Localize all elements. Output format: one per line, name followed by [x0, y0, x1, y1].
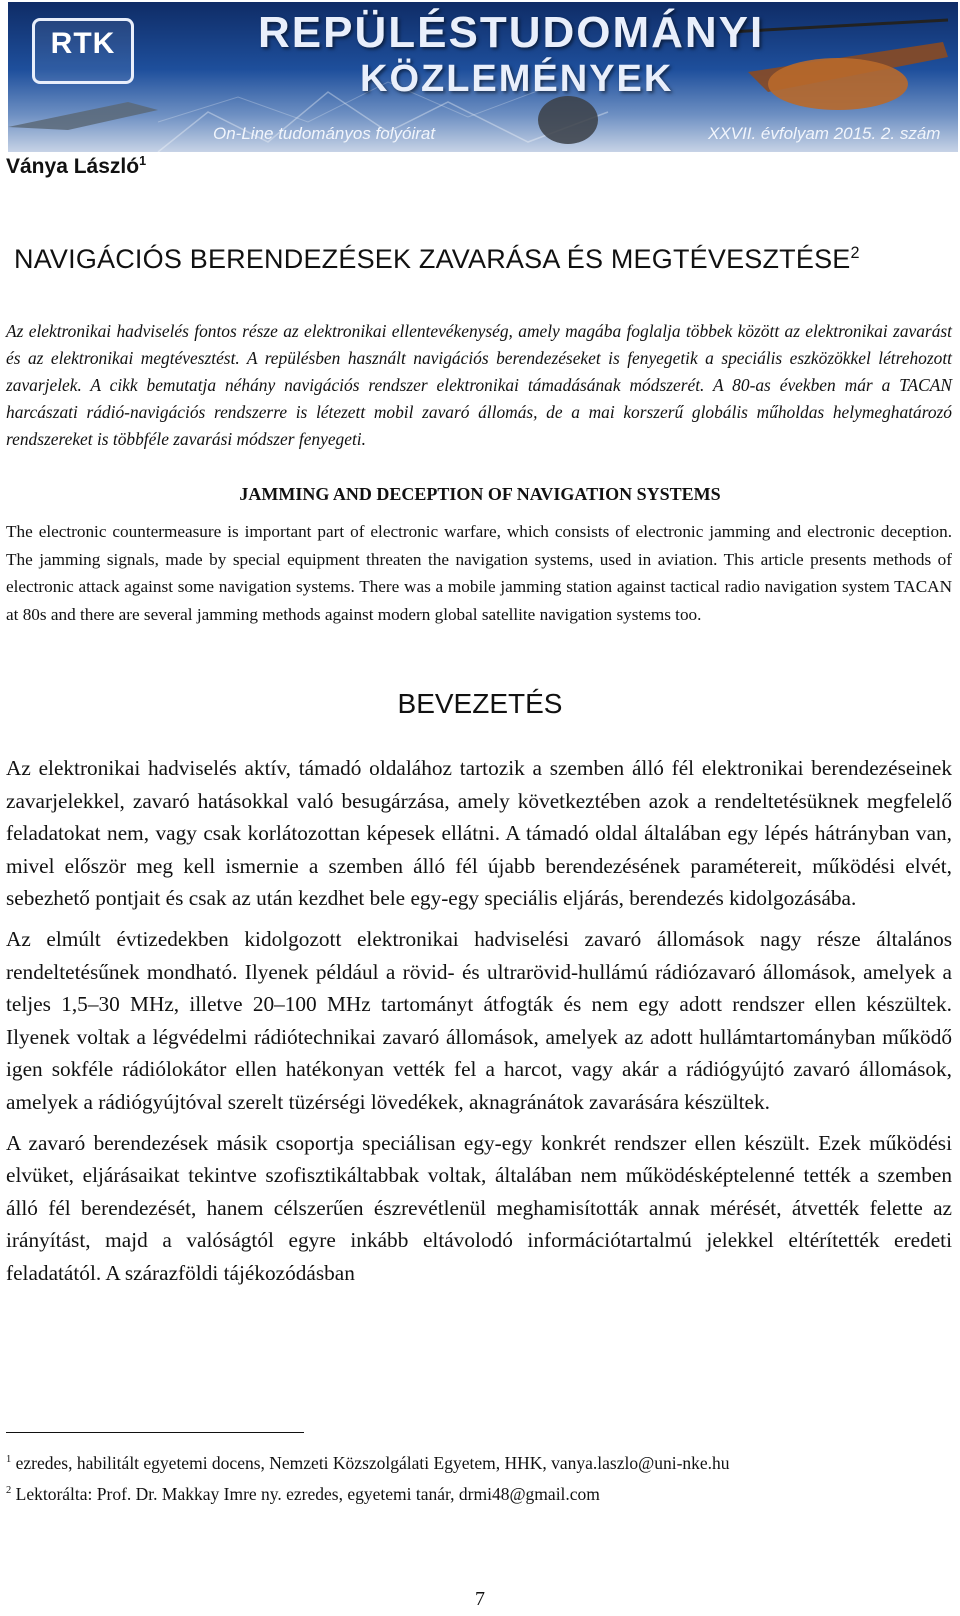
author-line — [6, 154, 146, 179]
journal-title: REPÜLÉSTUDOMÁNYI — [258, 8, 765, 57]
footnote-text: ezredes, habilitált egyetemi docens, Nemzeti Közszolgálati Egyetem, HHK, vanya.laszlo@uni-nke.hu — [11, 1452, 730, 1473]
abstract-english-title: JAMMING AND DECEPTION OF NAVIGATION SYSTEMS — [239, 484, 721, 504]
logo-text: RTK — [50, 27, 116, 60]
body-paragraph: A zavaró berendezések másik csoportja speciálisan egy-egy konkrét rendszer ellen készült. Ezek működési elvüket, eljárásaikat tekintve szofisztikáltabbak voltak, általában nem működésképtelenné tették a szemben álló fél berendezését, hanem célszerűen észrevétlenül meghamisították annak mérését, átvették felette az irányítást, majd a valóságtól egyre inkább eltávolodó információtartalmú jelekkel eltérítették eredeti feladatától. A szárazföldi tájékozódásban — [6, 1130, 952, 1285]
footnote-text: Lektorálta: Prof. Dr. Makkay Imre ny. ezredes, egyetemi tanár, drmi48@gmail.com — [11, 1484, 600, 1505]
footnote-separator — [6, 1432, 304, 1433]
page-number: 7 — [475, 1588, 485, 1610]
journal-subtitle: KÖZLEMÉNYEK — [360, 58, 674, 100]
footnotes — [6, 1446, 952, 1509]
title-footnote-mark: 2 — [850, 244, 860, 262]
engine-icon — [538, 96, 598, 144]
abstract-hungarian: Az elektronikai hadviselés fontos része az elektronikai ellentevékenység, amely magába foglalja többek között az elektronikai zavarást és az elektronikai megtévesztést. A repülésben használt navigációs berendezéseket is fenyegetik a speciális eszközökkel létrehozott zavarjelek. A cikk bemutatja néhány navigációs rendszer elektronikai támadásának módszerét. A 80-as években már a TACAN harcászati rádió-navigációs rendszerre is létezett mobil zavaró állomás, de a mai korszerű globális műholdas helymeghatározó rendszereket is többféle zavarási módszer fenyegeti. — [6, 321, 952, 449]
footnote-1 — [6, 1446, 952, 1477]
journal-online-label: On-Line tudományos folyóirat — [213, 124, 436, 143]
body-paragraph: Az elektronikai hadviselés aktív, támadó oldalához tartozik a szemben álló fél elektronikai berendezéseinek zavarjelekkel, zavaró hatásokkal való besugárzása, amely következtében azok a rendeltetésüknek megfelelő feladatokat nem, vagy csak korlátozottan képesek ellátni. A támadó oldal általában egy lépés hátrányban van, mivel először meg kell ismernie a szemben álló fél újabb berendezésének paramétereit, működési elvét, sebezhető pontjait és csak az után kezdhet bele egy-egy speciális eljárás, berendezés kidolgozásába. — [6, 756, 952, 911]
body-paragraph: Az elmúlt évtizedekben kidolgozott elektronikai hadviselési zavaró állomások nagy része általános rendeltetésűnek mondható. Ilyenek például a rövid- és ultrarövid-hullámú rádiózavaró állomások, amelyek a teljes 1,5–30 MHz, illetve 20–100 MHz tartományt átfogták és nem egy adott rendszer ellen készültek. Ilyenek voltak a légvédelmi rádiótechnikai zavaró állomások, amelyek az adott hullámtartományban működő igen sokféle rádiólokátor ellen hatékonyan vették fel a harcot, vagy akár a rádiógyújtó zavaró állomások, amelyek a rádiógyújtóval szerelt tüzérségi lövedékek, aknagránátok zavarására készültek. — [6, 926, 952, 1114]
footnote-mark: 1 — [6, 1454, 12, 1465]
jet-icon — [8, 102, 158, 130]
footnote-2 — [6, 1477, 952, 1508]
footnote-mark: 2 — [6, 1485, 12, 1497]
author-name: Ványa László — [6, 155, 140, 178]
abstract-english: The electronic countermeasure is important part of electronic warfare, which consists of electronic jamming and electronic deception. The jamming signals, made by special equipment threaten the navigation systems, used in aviation. This article presents methods of electronic attack against some navigation systems. There was a mobile jamming station against tactical radio navigation system TACAN at 80s and there are several jamming methods against modern global satellite navigation systems too. — [6, 522, 952, 624]
paper-title-text: NAVIGÁCIÓS BERENDEZÉSEK ZAVARÁSA ÉS MEGTÉVESZTÉSE — [14, 244, 851, 274]
journal-banner — [8, 2, 958, 152]
section-heading: BEVEZETÉS — [397, 688, 563, 719]
paper-title — [14, 244, 954, 275]
journal-issue: XXVII. évfolyam 2015. 2. szám — [708, 124, 941, 143]
rtk-logo — [32, 18, 134, 84]
body-text — [6, 752, 952, 1298]
author-footnote-mark: 1 — [139, 154, 147, 168]
